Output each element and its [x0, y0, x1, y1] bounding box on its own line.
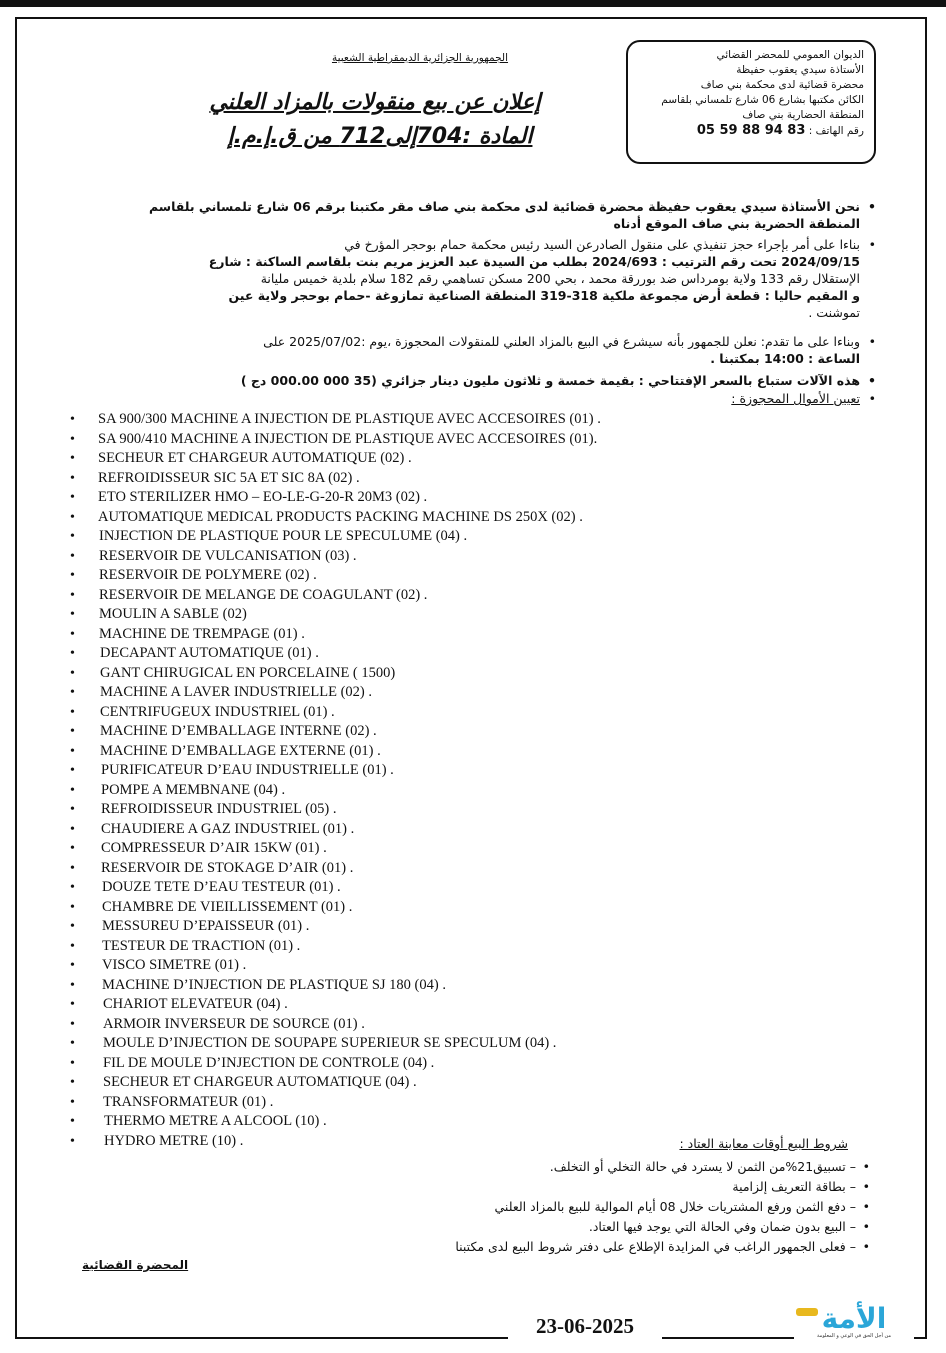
- seized-item: • COMPRESSEUR D’AIR 15KW (01) .: [70, 839, 890, 859]
- legal-article: المادة :704إلى712 من ق.إ.م.إ: [227, 124, 533, 149]
- order-paragraph: [90, 236, 860, 321]
- office-line-2: الأستاذة سيدي يعقوب حفيظة: [736, 64, 864, 76]
- seized-item: • GANT CHIRUGICAL EN PORCELAINE ( 1500): [70, 664, 890, 684]
- seized-item: • MOULE D’INJECTION DE SOUPAPE SUPERIEUR SE SPECULUM (04) .: [70, 1034, 890, 1054]
- order-line-d: و المقيم حاليا : قطعة أرض مجموعة ملكية 318-319 المنطقة الصناعية تمازوغة -حمام بوحجر ولاية عين: [228, 288, 860, 303]
- order-line-e: تموشنت .: [808, 305, 860, 320]
- seized-item: • CHAMBRE DE VIEILLISSEMENT (01) .: [70, 898, 890, 918]
- logo-accent-shape: [796, 1308, 818, 1316]
- newspaper-logo: [794, 1300, 914, 1340]
- seized-item: • TRANSFORMATEUR (01) .: [70, 1093, 890, 1113]
- office-phone-row: [638, 123, 864, 139]
- signature-label: المحضرة القضائية: [82, 1258, 189, 1272]
- seized-item: • DECAPANT AUTOMATIQUE (01) .: [70, 644, 890, 664]
- seized-item: • MACHINE D’EMBALLAGE INTERNE (02) .: [70, 722, 890, 742]
- seized-item: • MACHINE D’EMBALLAGE EXTERNE (01) .: [70, 742, 890, 762]
- sale-date-paragraph: [80, 333, 860, 367]
- newspaper-logo-icon: [794, 1300, 914, 1340]
- seized-item: • HYDRO METRE (10) .: [70, 1132, 890, 1152]
- top-border: [0, 0, 946, 7]
- office-line-1: الديوان العمومي للمحضر القضائي: [716, 49, 864, 61]
- sale-date-line-b: الساعة : 14:00 بمكتبنا .: [710, 351, 860, 366]
- seized-item: • SA 900/300 MACHINE A INJECTION DE PLASTIQUE AVEC ACCESOIRES (01) .: [70, 410, 890, 430]
- seized-item: • MACHINE A LAVER INDUSTRIELLE (02) .: [70, 683, 890, 703]
- seized-item: • RESERVOIR DE MELANGE DE COAGULANT (02) .: [70, 586, 890, 606]
- order-line-b: 2024/09/15 تحت رقم الترتيب : 2024/693 بطلب من السيدة عبد العزيز مريم بنت بلقاسم الساكنة : شارع: [208, 254, 860, 269]
- seized-items-list: [70, 410, 890, 1151]
- office-line-4: الكائن مكتبها بشارع 06 شارع تلمساني بلقاسم: [661, 94, 864, 106]
- seized-item: • RESERVOIR DE POLYMERE (02) .: [70, 566, 890, 586]
- seized-item: • REFROIDISSEUR INDUSTRIEL (05) .: [70, 800, 890, 820]
- seized-item: • MACHINE D’INJECTION DE PLASTIQUE SJ 180 (04) .: [70, 976, 890, 996]
- seized-item: • ARMOIR INVERSEUR DE SOURCE (01) .: [70, 1015, 890, 1035]
- intro-paragraph: نحن الأستاذة سيدي يعقوب حفيظة محضرة قضائية لدى محكمة بني صاف مقر مكتبنا برقم 06 شارع تلمساني بلقاسم المنطقة الحضرية بني صاف الموقع أدناه •: [130, 198, 860, 232]
- order-line-a: بناءا على أمر بإجراء حجز تنفيذي على منقول الصادرعن السيد رئيس محكمة حمام بوحجر المؤرخ في •: [90, 236, 860, 253]
- office-stamp-box: [626, 40, 876, 164]
- seized-item: • CENTRIFUGEUX INDUSTRIEL (01) .: [70, 703, 890, 723]
- seized-item: • PURIFICATEUR D’EAU INDUSTRIELLE (01) .: [70, 761, 890, 781]
- publication-date: 23-06-2025: [508, 1312, 662, 1340]
- office-line-5: المنطقة الحضارية بني صاف: [742, 109, 864, 121]
- seized-item: • SECHEUR ET CHARGEUR AUTOMATIQUE (04) .: [70, 1073, 890, 1093]
- seized-item: • SECHEUR ET CHARGEUR AUTOMATIQUE (02) .: [70, 449, 890, 469]
- seized-item: • ETO STERILIZER HMO – EO-LE-G-20-R 20M3 (02) .: [70, 488, 890, 508]
- seized-item: • REFROIDISSEUR SIC 5A ET SIC 8A (02) .: [70, 469, 890, 489]
- seized-item: • MACHINE DE TREMPAGE (01) .: [70, 625, 890, 645]
- seized-item: • DOUZE TETE D’EAU TESTEUR (01) .: [70, 878, 890, 898]
- seized-item: • POMPE A MEMBNANE (04) .: [70, 781, 890, 801]
- conditions-list: [256, 1157, 856, 1257]
- office-phone-label: رقم الهاتف :: [808, 125, 864, 137]
- condition-item: – البيع بدون ضمان وفي الحالة التي يوجد فيها العتاد. •: [256, 1217, 856, 1237]
- opening-price: هذه الآلات ستباع بالسعر الإفتتاحي : بقيمة خمسة و ثلاثون مليون دينار جزائري (35 000 000.00 دج ) •: [110, 372, 860, 389]
- seized-item: • RESERVOIR DE VULCANISATION (03) .: [70, 547, 890, 567]
- condition-item: – بطاقة التعريف إلزامية •: [256, 1177, 856, 1197]
- seized-item: • INJECTION DE PLASTIQUE POUR LE SPECULUME (04) .: [70, 527, 890, 547]
- seized-item: • FIL DE MOULE D’INJECTION DE CONTROLE (04) .: [70, 1054, 890, 1074]
- seized-item: • TESTEUR DE TRACTION (01) .: [70, 937, 890, 957]
- logo-tagline: من أجل الحق في الوعي و المعلومة: [816, 1333, 892, 1339]
- logo-wordmark: الأمة: [821, 1302, 887, 1335]
- seized-item: • MOULIN A SABLE (02): [70, 605, 890, 625]
- condition-item: – فعلى الجمهور الراغب في المزايدة الإطلاع على دفتر شروط البيع لدى مكتبنا •: [256, 1237, 856, 1257]
- seized-item: • CHARIOT ELEVATEUR (04) .: [70, 995, 890, 1015]
- seized-item: • AUTOMATIQUE MEDICAL PRODUCTS PACKING MACHINE DS 250X (02) .: [70, 508, 890, 528]
- seized-item: • SA 900/410 MACHINE A INJECTION DE PLASTIQUE AVEC ACCESOIRES (01).: [70, 430, 890, 450]
- seized-item: • VISCO SIMETRE (01) .: [70, 956, 890, 976]
- condition-item: – دفع الثمن ورفع المشتريات خلال 08 أيام الموالية للبيع بالمزاد العلني •: [256, 1197, 856, 1217]
- seized-item: • RESERVOIR DE STOKAGE D’AIR (01) .: [70, 859, 890, 879]
- republic-header: الجمهورية الجزائرية الديمقراطية الشعبية: [331, 52, 509, 64]
- seized-goods-heading: تعيين الأموال المحجوزة : •: [600, 390, 860, 407]
- seized-item: • CHAUDIERE A GAZ INDUSTRIEL (01) .: [70, 820, 890, 840]
- office-line-3: محضرة قضائية لدى محكمة بني صاف: [700, 79, 864, 91]
- office-phone: 05 59 88 94 83: [696, 123, 806, 138]
- condition-item: – تسبيق21%من الثمن لا يسترد في حالة التخلي أو التخلف. •: [256, 1157, 856, 1177]
- page-title: إعلان عن بيع منقولات بالمزاد العلني: [209, 90, 541, 115]
- sale-date-line-a: وبناءا على ما تقدم: نعلن للجمهور بأنه سيشرع في البيع بالمزاد العلني للمنقولات المحجوزة ،يوم :2025/07/02 على •: [80, 333, 860, 350]
- conditions-title: شروط البيع أوقات معاينة العتاد :: [679, 1136, 848, 1151]
- order-line-c: الإستقلال رقم 133 ولاية بومرداس ضد بوررقة محمد ، بحي 200 مسكن تساهمي رقم 182 سلام بلدية خميس مليانة: [260, 271, 860, 286]
- seized-item: • THERMO METRE A ALCOOL (10) .: [70, 1112, 890, 1132]
- seized-item: • MESSUREU D’EPAISSEUR (01) .: [70, 917, 890, 937]
